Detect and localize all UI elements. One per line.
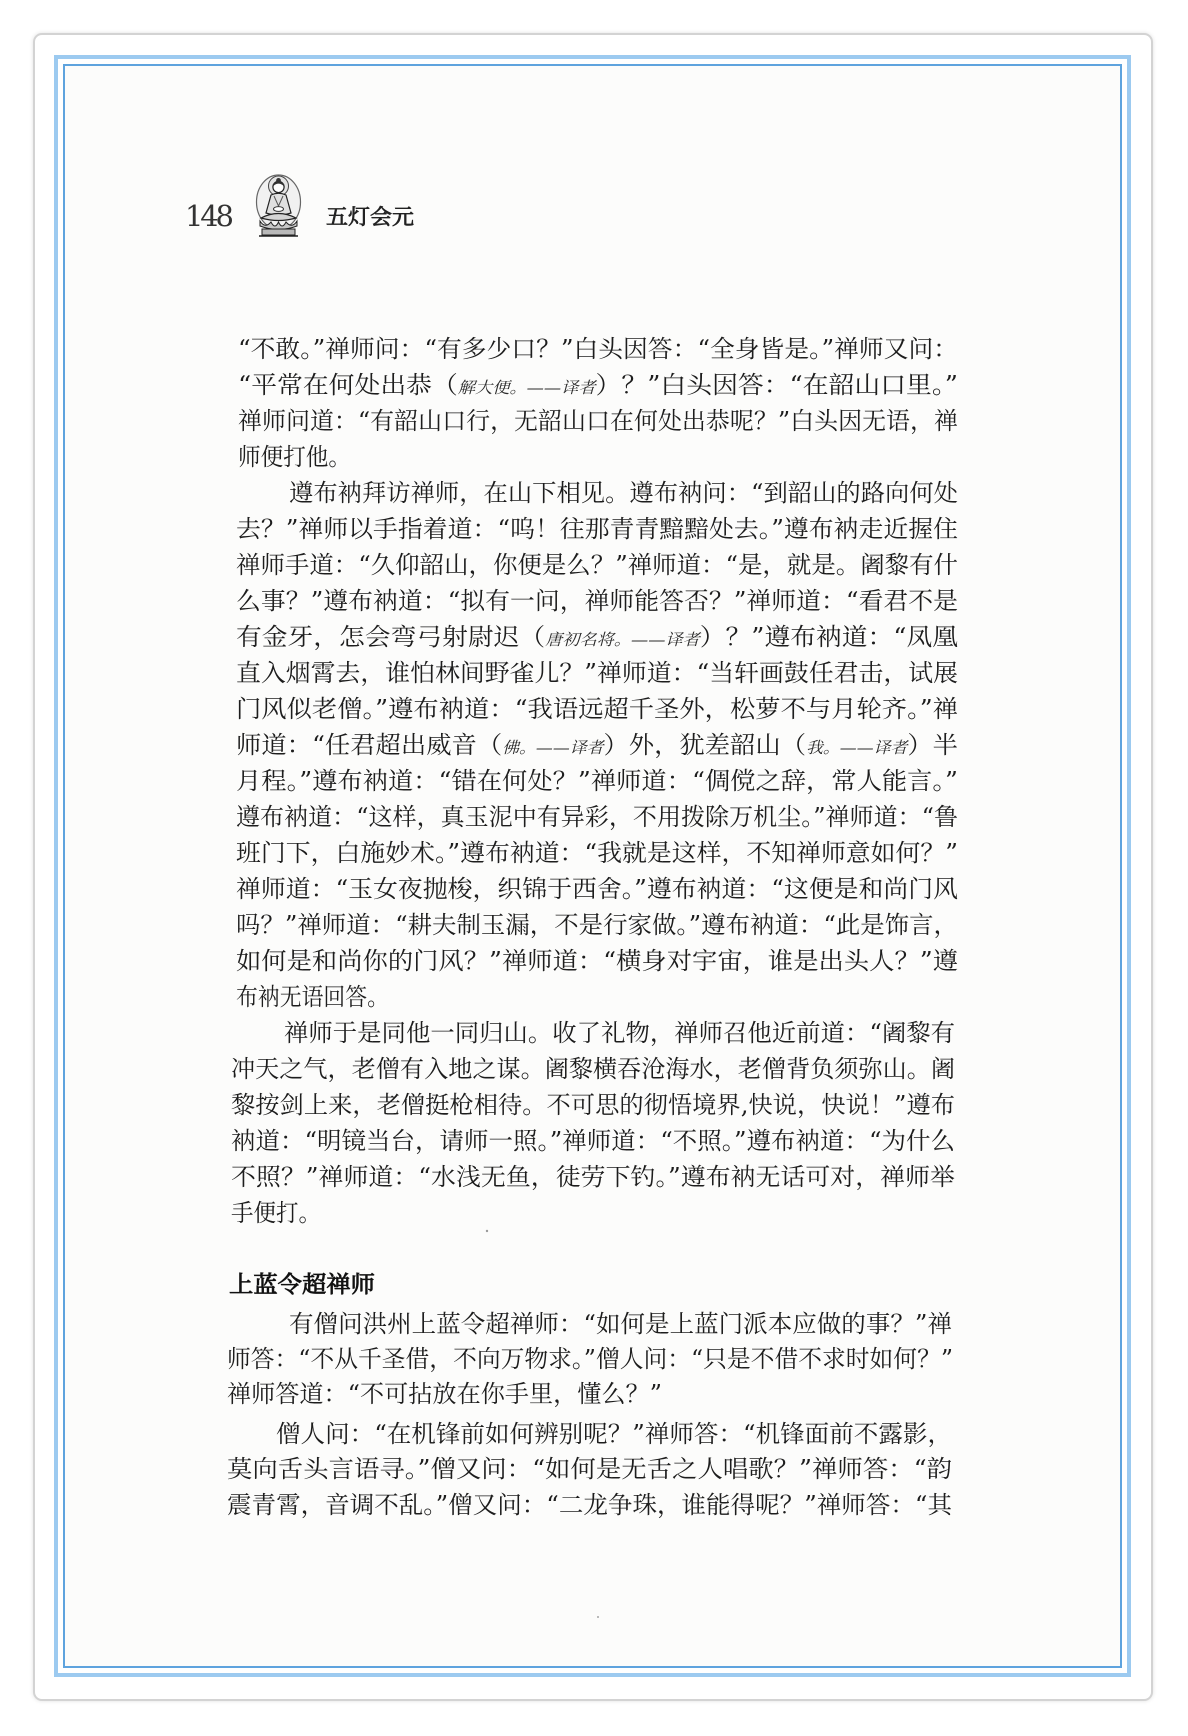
paragraph [227,1420,953,1519]
running-title: 五灯会元 [326,205,414,229]
translator-note: 唐初名将。——译者 [545,630,690,649]
text-line: 禅师于是同他一同归山。收了礼物，禅师召他近前道：“阇黎有 [284,1019,955,1047]
scan-speck [597,1616,599,1618]
text-line: 去？”禅师以手指着道：“呜！往那青青黯黯处去。”遵布衲走近握住 [236,515,958,543]
text-line: 莫向舌头言语寻。”僧又问：“如何是无舌之人唱歌？”禅师答：“韵 [227,1455,952,1483]
text-line: 手便打。 [231,1199,321,1227]
text-line [238,371,958,399]
text-line: 如何是和尚你的门风？”禅师道：“横身对宇宙，谁是出头人？”遵 [236,947,958,975]
text-line: 班门下，白施妙术。”遵布衲道：“我就是这样，不知禅师意如何？” [236,839,958,867]
paragraph [238,335,958,471]
text-line: 黎按剑上来，老僧挺枪相待。不可思的彻悟境界,快说，快说！”遵布 [231,1091,955,1119]
text-segment: ）外，犹差韶山（ [603,731,796,759]
text-line: 禅师问道：“有韶山口行，无韶山口在何处出恭呢？”白头因无语，禅 [238,407,958,435]
page-number: 148 [185,199,234,233]
paragraph [236,479,958,1011]
text-segment: 有金牙，怎会弯弓射尉迟（ [236,623,524,651]
text-line: 禅师答道：“不可拈放在你手里，懂么？” [227,1380,662,1408]
translator-note: 佛。——译者 [502,738,599,757]
text-line: 僧人问：“在机锋前如何辨别呢？”禅师答：“机锋面前不露影， [276,1420,952,1448]
text-line: 月程。”遵布衲道：“错在何处？”禅师道：“倜傥之辞，常人能言。” [236,767,958,795]
text-line: “不敢。”禅师问：“有多少口？”白头因答：“全身皆是。”禅师又问： [238,335,958,363]
text-line [236,731,958,759]
page-header [185,175,414,236]
text-line: 有僧问洪州上蓝令超禅师：“如何是上蓝门派本应做的事？”禅 [289,1310,952,1338]
text-line: 遵布衲道：“这样，真玉泥中有异彩，不用拨除万机尘。”禅师道：“鲁 [236,803,958,831]
text-line [236,623,958,651]
text-segment: 师道：“任君超出威音（ [236,731,489,759]
text-line: 禅师道：“玉女夜抛梭，织锦于西舍。”遵布衲道：“这便是和尚门风 [236,875,958,903]
text-line: 师便打他。 [238,443,351,471]
translator-note: 我。——译者 [806,738,903,757]
text-line: 不照？”禅师道：“水浅无鱼，徒劳下钓。”遵布衲无话可对，禅师举 [231,1163,955,1191]
translator-note: 解大便。——译者 [457,378,586,397]
text-line: 衲道：“明镜当台，请师一照。”禅师道：“不照。”遵布衲道：“为什么 [231,1127,955,1155]
text-segment: ）？”遵布衲道：“凤凰 [699,623,941,651]
text-line: 震青霄，音调不乱。”僧又问：“二龙争珠，谁能得呢？”禅师答：“其 [227,1491,954,1519]
text-line: 么事？”遵布衲道：“拟有一问，禅师能答否？”禅师道：“看君不是 [236,587,958,615]
paragraph [231,1019,955,1227]
text-segment: ）半 [907,731,956,759]
text-line: 布衲无语回答。 [236,983,389,1011]
scan-speck [486,1230,488,1232]
text-line: 吗？”禅师道：“耕夫制玉漏，不是行家做。”遵布衲道：“此是饰言， [236,911,958,939]
text-line: 冲天之气，老僧有入地之谋。阇黎横吞沧海水，老僧背负须弥山。阇 [231,1055,955,1083]
text-line: 禅师手道：“久仰韶山，你便是么？”禅师道：“是，就是。阇黎有什 [236,551,959,579]
paragraph [227,1310,953,1408]
text-line: 师答：“不从千圣借，不向万物求。”僧人问：“只是不借不求时如何？” [227,1345,953,1373]
text-segment: “平常在何处出恭（ [238,371,443,399]
text-line: 门风似老僧。”遵布衲道：“我语远超千圣外，松萝不与月轮齐。”禅 [236,695,958,723]
text-segment: ）？”白头因答：“在韶山口里。” [595,371,933,399]
seated-buddha-icon [257,175,301,236]
section-heading: 上蓝令超禅师 [229,1272,367,1298]
text-line: 遵布衲拜访禅师，在山下相见。遵布衲问：“到韶山的路向何处 [289,479,958,507]
text-line: 直入烟霄去，谁怕林间野雀儿？”禅师道：“当轩画鼓任君击，试展 [236,659,958,687]
